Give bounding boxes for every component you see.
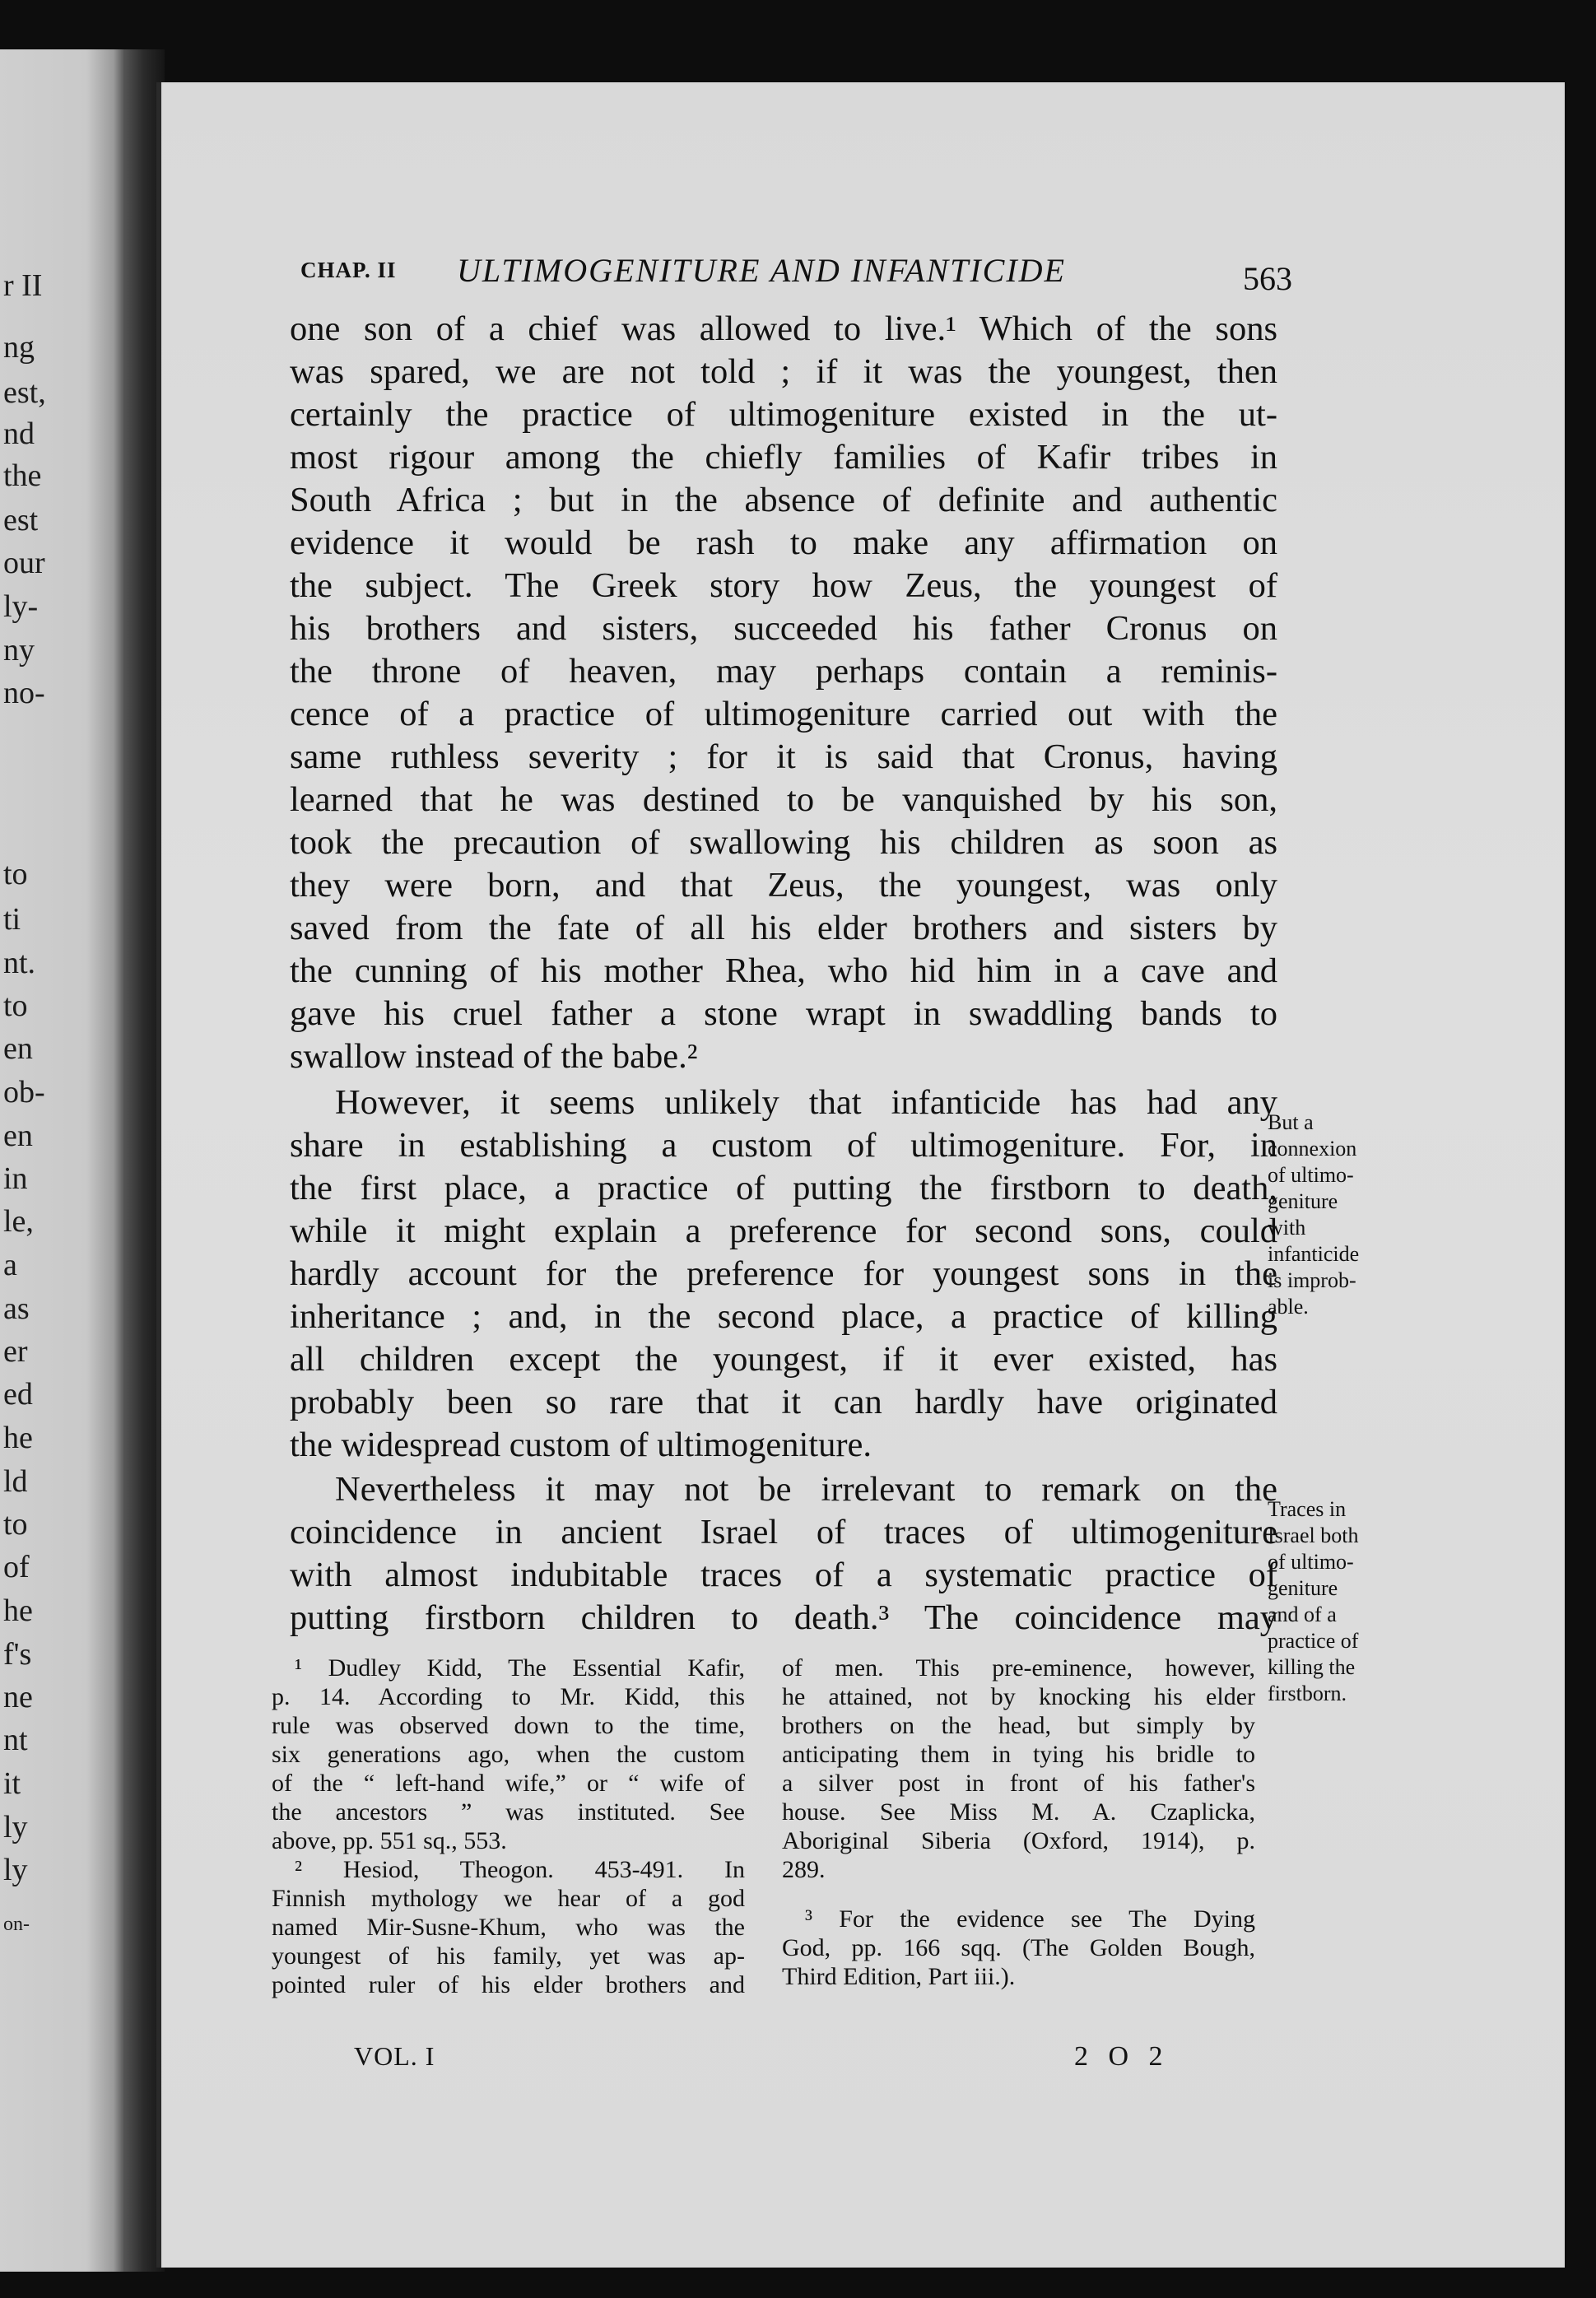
margin-note-line: Israel both bbox=[1268, 1523, 1359, 1547]
footnote-line: of men. This pre-eminence, however, bbox=[782, 1654, 1255, 1682]
footnote-line: house. See Miss M. A. Czaplicka, bbox=[782, 1798, 1255, 1826]
text-line: was spared, we are not told ; if it was the youngest, then bbox=[290, 352, 1277, 391]
text-line: same ruthless severity ; for it is said that Cronus, having bbox=[290, 737, 1277, 776]
text-line: swallow instead of the babe.² bbox=[290, 1037, 698, 1076]
text-line: evidence it would be rash to make any affirmation on bbox=[290, 523, 1277, 562]
left-fragment: ny bbox=[3, 633, 35, 668]
text-line: the subject. The Greek story how Zeus, the youngest of bbox=[290, 566, 1277, 605]
footnote-line: ¹ Dudley Kidd, The Essential Kafir, bbox=[295, 1654, 745, 1682]
text-line: share in establishing a custom of ultimogeniture. For, in bbox=[290, 1126, 1277, 1165]
left-fragment: nd bbox=[3, 416, 35, 451]
left-fragment: er bbox=[3, 1334, 28, 1369]
text-line: probably been so rare that it can hardly have originated bbox=[290, 1383, 1277, 1421]
text-line: putting firstborn children to death.³ The coincidence may bbox=[290, 1598, 1277, 1637]
footnote-line: six generations ago, when the custom bbox=[272, 1741, 745, 1768]
text-line: the cunning of his mother Rhea, who hid him in a cave and bbox=[290, 951, 1277, 990]
left-fragment: ly bbox=[3, 1810, 28, 1844]
margin-note-line: with bbox=[1268, 1216, 1306, 1240]
margin-note-line: of ultimo- bbox=[1268, 1550, 1354, 1574]
left-fragment: ld bbox=[3, 1464, 28, 1499]
margin-note-line: and of a bbox=[1268, 1603, 1337, 1626]
margin-note-line: But a bbox=[1268, 1110, 1314, 1134]
text-line: the throne of heaven, may perhaps contain a reminis- bbox=[290, 652, 1277, 691]
footnote-line: pointed ruler of his elder brothers and bbox=[272, 1971, 745, 1998]
margin-note-line: is improb- bbox=[1268, 1268, 1356, 1292]
left-fragment: to bbox=[3, 989, 28, 1023]
left-fragment: ne bbox=[3, 1680, 33, 1714]
left-fragment: ob- bbox=[3, 1075, 45, 1109]
text-line: all children except the youngest, if it ever existed, has bbox=[290, 1340, 1277, 1379]
left-fragment: ly bbox=[3, 1853, 28, 1887]
footnote-line: rule was observed down to the time, bbox=[272, 1712, 745, 1739]
footnote-line: God, pp. 166 sqq. (The Golden Bough, bbox=[782, 1934, 1255, 1961]
footnote-line: 289. bbox=[782, 1856, 826, 1883]
text-line: they were born, and that Zeus, the youngest, was only bbox=[290, 866, 1277, 905]
margin-note-line: of ultimo- bbox=[1268, 1163, 1354, 1187]
left-fragment: a bbox=[3, 1248, 17, 1282]
left-fragment: f's bbox=[3, 1637, 32, 1672]
left-fragment: on- bbox=[3, 1914, 30, 1935]
footnote-line: the ancestors ” was instituted. See bbox=[272, 1798, 745, 1826]
text-line: learned that he was destined to be vanquished by his son, bbox=[290, 780, 1277, 819]
margin-note-line: connexion bbox=[1268, 1137, 1357, 1161]
left-fragment: ng bbox=[3, 330, 35, 365]
text-line: coincidence in ancient Israel of traces of ultimogeniture bbox=[290, 1513, 1277, 1551]
margin-note-line: infanticide bbox=[1268, 1242, 1360, 1266]
footnote-line: named Mir-Susne-Khum, who was the bbox=[272, 1914, 745, 1941]
left-fragment: est, bbox=[3, 375, 46, 410]
text-line: saved from the fate of all his elder brothers and sisters by bbox=[290, 909, 1277, 947]
left-fragment: the bbox=[3, 458, 42, 493]
text-line: hardly account for the preference for youngest sons in the bbox=[290, 1254, 1277, 1293]
footnote-line: Third Edition, Part iii.). bbox=[782, 1963, 1016, 1990]
text-line: while it might explain a preference for second sons, could bbox=[290, 1212, 1277, 1250]
footnote-line: anticipating them in tying his bridle to bbox=[782, 1741, 1255, 1768]
left-fragment: no- bbox=[3, 676, 45, 710]
left-fragment: as bbox=[3, 1291, 30, 1326]
footnote-line: a silver post in front of his father's bbox=[782, 1770, 1255, 1797]
margin-note-line: practice of bbox=[1268, 1629, 1359, 1653]
left-fragment: nt. bbox=[3, 946, 36, 980]
footnote-line: of the “ left-hand wife,” or “ wife of bbox=[272, 1770, 745, 1797]
text-line: took the precaution of swallowing his children as soon as bbox=[290, 823, 1277, 862]
left-fragment: to bbox=[3, 1507, 28, 1542]
footnote-line: ² Hesiod, Theogon. 453-491. In bbox=[295, 1856, 745, 1883]
text-line: Nevertheless it may not be irrelevant to remark on the bbox=[335, 1470, 1277, 1509]
margin-note-line: Traces in bbox=[1268, 1497, 1347, 1521]
footnote-line: youngest of his family, yet was ap- bbox=[272, 1942, 745, 1970]
page-number: 563 bbox=[1243, 260, 1292, 297]
left-fragment: it bbox=[3, 1766, 21, 1801]
running-title: ULTIMOGENITURE AND INFANTICIDE bbox=[457, 252, 1066, 289]
text-line: certainly the practice of ultimogeniture existed in the ut- bbox=[290, 395, 1277, 434]
left-fragment: ed bbox=[3, 1377, 33, 1412]
text-line: the widespread custom of ultimogeniture. bbox=[290, 1426, 872, 1464]
margin-note-line: geniture bbox=[1268, 1576, 1338, 1600]
sheet-signature: 2 O 2 bbox=[1074, 2041, 1170, 2072]
footnote-line: ³ For the evidence see The Dying bbox=[805, 1905, 1255, 1933]
left-fragment: en bbox=[3, 1119, 33, 1153]
footnote-line: Aboriginal Siberia (Oxford, 1914), p. bbox=[782, 1827, 1255, 1854]
left-fragment: in bbox=[3, 1161, 28, 1196]
left-fragment: to bbox=[3, 857, 28, 891]
footnote-line: above, pp. 551 sq., 553. bbox=[272, 1827, 507, 1854]
text-line: inheritance ; and, in the second place, a practice of killing bbox=[290, 1297, 1277, 1336]
margin-note-line: firstborn. bbox=[1268, 1682, 1347, 1705]
running-head bbox=[300, 251, 1292, 300]
margin-note-line: able. bbox=[1268, 1295, 1309, 1319]
text-line: his brothers and sisters, succeeded his father Cronus on bbox=[290, 609, 1277, 648]
left-fragment: he bbox=[3, 1421, 33, 1455]
text-line: However, it seems unlikely that infanticide has had any bbox=[335, 1083, 1277, 1122]
left-fragment: he bbox=[3, 1593, 33, 1628]
left-fragment: le, bbox=[3, 1204, 34, 1239]
text-line: most rigour among the chiefly families of Kafir tribes in bbox=[290, 438, 1277, 477]
margin-note-line: killing the bbox=[1268, 1655, 1356, 1679]
left-fragment: r II bbox=[3, 268, 43, 303]
volume-signature: VOL. I bbox=[354, 2041, 435, 2071]
left-fragment: our bbox=[3, 546, 45, 580]
text-line: one son of a chief was allowed to live.¹ Which of the sons bbox=[290, 309, 1277, 348]
left-fragment: est bbox=[3, 503, 39, 537]
text-line: South Africa ; but in the absence of definite and authentic bbox=[290, 481, 1277, 519]
text-line: cence of a practice of ultimogeniture carried out with the bbox=[290, 695, 1277, 733]
text-line: gave his cruel father a stone wrapt in swaddling bands to bbox=[290, 994, 1277, 1033]
left-fragment: ly- bbox=[3, 589, 39, 624]
left-fragment: en bbox=[3, 1031, 33, 1066]
footnote-line: brothers on the head, but simply by bbox=[782, 1712, 1255, 1739]
text-line: with almost indubitable traces of a systematic practice of bbox=[290, 1556, 1277, 1594]
footnote-line: p. 14. According to Mr. Kidd, this bbox=[272, 1683, 745, 1710]
left-fragment: nt bbox=[3, 1723, 28, 1757]
left-fragment: of bbox=[3, 1550, 30, 1584]
text-line: the first place, a practice of putting the firstborn to death, bbox=[290, 1169, 1277, 1207]
margin-note-line: geniture bbox=[1268, 1189, 1338, 1213]
footnote-line: Finnish mythology we hear of a god bbox=[272, 1885, 745, 1912]
footnote-line: he attained, not by knocking his elder bbox=[782, 1683, 1255, 1710]
chapter-label: CHAP. II bbox=[300, 258, 397, 282]
left-fragment: ti bbox=[3, 902, 21, 937]
